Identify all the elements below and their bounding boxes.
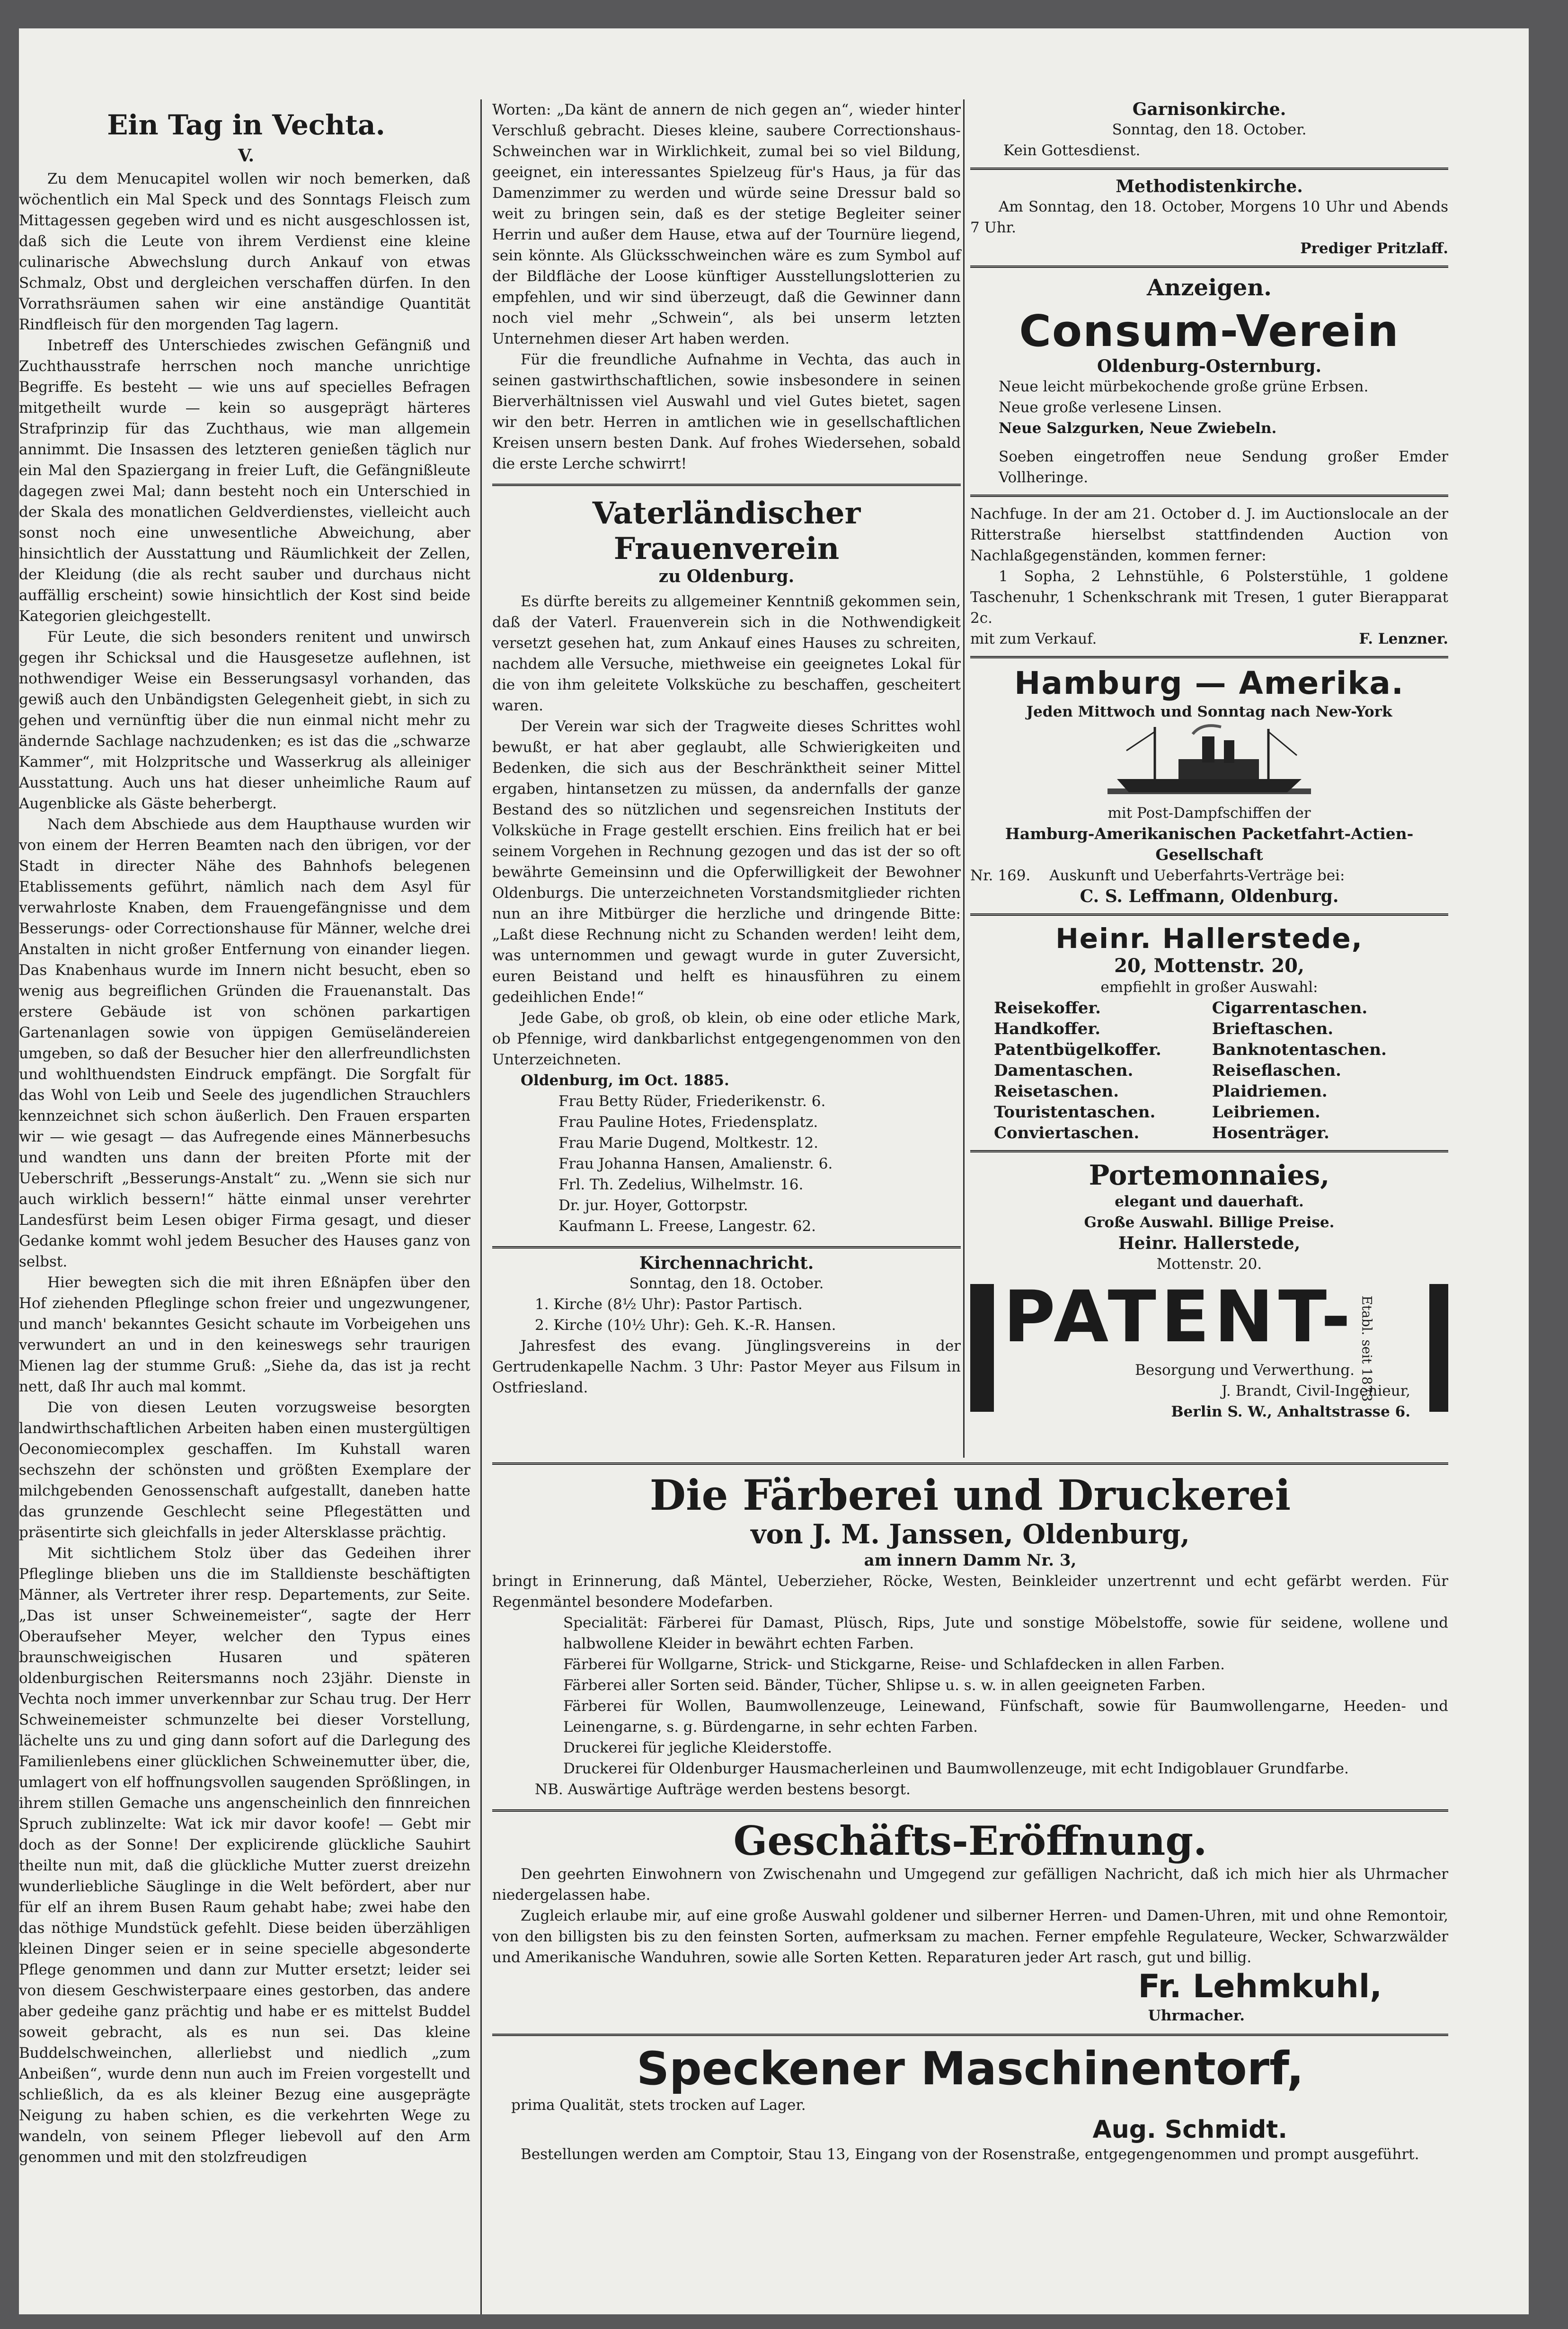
hamburg-company: Hamburg-Amerikanischen Packetfahrt-Actien-Gesellschaft xyxy=(1005,824,1414,864)
torf-order: Bestellungen werden am Comptoir, Stau 13, Eingang von der Rosenstraße, entgegengenommen und prompt ausgeführt. xyxy=(521,2146,1419,2163)
divider xyxy=(492,484,961,486)
portemonnaies-line: Große Auswahl. Billige Preise. xyxy=(1084,1214,1335,1231)
hamburg-info-line xyxy=(970,865,1448,886)
hamburg-title: Hamburg — Amerika. xyxy=(1014,665,1404,701)
hallerstede-list xyxy=(970,998,1448,1143)
article-title: Ein Tag in Vechta. xyxy=(107,109,385,141)
portemonnaies-address: Mottenstr. 20. xyxy=(1156,1256,1262,1273)
paragraph: Der Verein war sich der Tragweite dieses Schrittes wohl bewußt, er hat aber geglaubt, alle Schwierigkeiten und Bedenken, die sich aus der Beschränktheit seiner Mittel ergaben, hintansetzen zu müssen, da andernfalls der ganze Bestand des so nützlichen und segensreichen Instituts der Volksküche in Frage gestellt erschien. Eins freilich hat er bei seinem Vorgehen in Rechnung gezogen und das ist der so oft bewährte Gemeinsinn und die Opferwilligkeit der Bewohner Oldenburgs. Die unterzeichneten Vorstandsmitglieder richten nun an ihre Mitbürger die herzliche und dringende Bitte: „Laßt diese Rechnung nicht zu Schanden werden! leiht dem, was unternommen und gewagt wurde in guter Zuversicht, euren Beistand und helft es hinausführen zu einem gedeihlichen Ende!“ xyxy=(492,718,961,1006)
divider xyxy=(492,1462,1448,1465)
divider xyxy=(970,1150,1448,1152)
kirche-line: 2. Kirche (10½ Uhr): Geh. K.-R. Hansen. xyxy=(535,1317,836,1334)
hamburg-agent: C. S. Leffmann, Oldenburg. xyxy=(1080,886,1339,906)
consum-extra: Soeben eingetroffen neue Sendung großer Emder Vollheringe. xyxy=(999,448,1448,486)
member-line: Frl. Th. Zedelius, Wilhelmstr. 16. xyxy=(558,1176,804,1193)
nachfuge-signature: F. Lenzner. xyxy=(1359,630,1448,647)
geschaeft-text: Zugleich erlaube mir, auf eine große Auswahl goldener und silberner Herren- und Damen-Uhren, mit und ohne Remontoir, von den billigsten bis zu den feinsten Sorten, aufmerksam zu machen. Ferner empfehle Regulateure, Wecker, Schwarzwälder und Amerikanische Wanduhren, sowie alle Sorten Ketten. Reparaturen jeder Art rasch, gut und billig. xyxy=(492,1907,1448,1966)
list-item: Reisetaschen. xyxy=(994,1082,1119,1101)
hamburg-info: Auskunft und Ueberfahrts-Verträge bei: xyxy=(1049,867,1345,884)
divider xyxy=(970,266,1448,268)
decorative-bar xyxy=(1429,1284,1448,1412)
list-item: Banknotentaschen. xyxy=(1212,1040,1387,1059)
steamship-illustration xyxy=(1107,722,1311,803)
consum-line: Neue Salzgurken, Neue Zwiebeln. xyxy=(999,420,1277,437)
consum-line: Neue große verlesene Linsen. xyxy=(999,399,1222,416)
method-preacher: Prediger Pritzlaff. xyxy=(1300,240,1448,257)
method-title: Methodistenkirche. xyxy=(1116,177,1303,196)
kirche-title: Kirchennachricht. xyxy=(639,1253,814,1273)
nachfuge-end: mit zum Verkauf. xyxy=(970,630,1097,647)
torf-title: Speckener Maschinentorf, xyxy=(636,2042,1304,2095)
paragraph: Für die freundliche Aufnahme in Vechta, das auch in seinen gastwirthschaftlichen, sowie insbesondere in seinen Bierverhältnissen viel Auswahl und viel Gutes bietet, sagen wir den betr. Herren in amtlichen wie in gesellschaftlichen Kreisen unsern besten Dank. Auf frohes Wiedersehen, sobald die erste Lerche schwirrt! xyxy=(492,351,961,472)
method-text: Am Sonntag, den 18. October, Morgens 10 Uhr und Abends 7 Uhr. xyxy=(970,198,1448,236)
list-item: Hosenträger. xyxy=(1212,1124,1329,1142)
member-line: Frau Pauline Hotes, Friedensplatz. xyxy=(558,1114,818,1131)
decorative-bar xyxy=(970,1284,994,1412)
member-line: Frau Johanna Hansen, Amalienstr. 6. xyxy=(558,1155,833,1172)
faerberei-line: Färberei aller Sorten seid. Bänder, Tücher, Shlipse u. s. w. in allen geeigneten Farben. xyxy=(563,1677,1206,1694)
column-divider xyxy=(963,99,965,1458)
torf-line: prima Qualität, stets trocken auf Lager. xyxy=(511,2097,806,2114)
patent-line: Berlin S. W., Anhaltstrasse 6. xyxy=(1171,1403,1410,1420)
garnison-note: Kein Gottesdienst. xyxy=(1003,142,1141,159)
paragraph: Mit sichtlichem Stolz über das Gedeihen ihrer Pfleglinge blieben uns die im Stalldienste beschäftigten Männer, als Vertreter ihrer resp. Departements, zur Seite. „Das ist unser Schweinemeister“, sagte der Herr Oberaufseher Meyer, welcher den Typus eines braunschweigischen Husaren und späteren oldenburgischen Reitersmanns noch 23jähr. Dienste in Vechta noch immer unverkennbar zur Schau trug. Der Herr Schweinemeister schmunzelte bei dieser Vorstellung, lächelte uns zu und ging dann sofort auf die Darlegung des Familienlebens einer glücklichen Schweinemutter über, die, umlagert von elf hoffnungsvollen saugenden Sprößlingen, in ihrem stillen Gemache uns angenscheinlich den finnreichen Spruch zublinzelte: Wat ick mir davor koofe! — Gebt mir doch as der Sonne! Der explicirende glückliche Sauhirt theilte nun mit, daß die glückliche Mutter zuerst dreizehn wunderliebliche Säuglinge in die Welt befördert, aber nur für elf an ihrem Busen Raum gehabt habe; zwei habe den das nöthige Mundstück gefehlt. Diese beiden überzähligen kleinen Dinger seien er in seine specielle abgesonderte Pflege genommen und dann zur Mutter ersetzt; leider sei von diesem Geschwisterpaare eines gestorben, das andere aber gedeihe ganz prächtig und habe er es mittelst Buddel soweit gebracht, als es nun sei. Das kleine Buddelschweinchen, allerliebst und niedlich „zum Anbeißen“, wurde denn nun auch im Freien vorgestellt und schließlich, da es als kleiner Bezug eine ausgeprägte Neigung zu haben schien, es die verkehrten Wege zu wandeln, von seinem Pfleger liebevoll auf den Arm genommen und mit den stolzfreudigen xyxy=(19,1545,470,2166)
member-line: Frau Betty Rüder, Friederikenstr. 6. xyxy=(558,1093,826,1110)
hallerstede-subtitle: empfiehlt in großer Auswahl: xyxy=(1100,979,1318,996)
paragraph: Hier bewegten sich die mit ihren Eßnäpfen über den Hof ziehenden Pfleglinge schon freier und ungezwungener, und manch' bekanntes Gesicht schaute im Vorbeigehen uns verwundert an und in den keineswegs sehr traurigen Mienen lag der stumme Gruß: „Siehe da, das ist ja recht nett, daß Ihr auch mal kommt. xyxy=(19,1274,470,1395)
paragraph: Inbetreff des Unterschiedes zwischen Gefängniß und Zuchthausstrafe herrschen noch manche unrichtige Begriffe. Es besteht — wie uns auf specielles Befragen mitgetheilt wurde — kein so ausgeprägt härteres Strafprinzip für das Zuchthaus, wie man allgemein annimmt. Die Insassen des letzteren genießen täglich nur ein Mal den Spaziergang in freier Luft, die Gefängnißleute dagegen zwei Mal; dann besteht noch ein Unterschied in der Skala des monatlichen Geldverdienstes, vielleicht auch sonst noch eine unwesentliche Abweichung, aber hinsichtlich der Ausstattung und Räumlichkeit der Zellen, der Kleidung (die als recht sauber und durchaus nicht auffällig erscheint) sowie hinsichtlich der Kost sind beide Kategorien gleichgestellt. xyxy=(19,337,470,625)
paragraph: Für Leute, die sich besonders renitent und unwirsch gegen ihr Schicksal und die Hausgesetze auflehnen, ist nothwendiger Weise ein Besserungsasyl vorhanden, das gewiß auch den Unbändigsten Gelegenheit giebt, in sich zu gehen und vernünftig über die nun einmal nicht mehr zu ändernde Sachlage nachzudenken; es ist das die „schwarze Kammer“, mit Holzpritsche und Wasserkrug als alleiniger Ausstattung. Auch uns hat dieser unheimliche Raum auf Augenblicke als Gäste beherbergt. xyxy=(19,629,470,812)
verein-date: Oldenburg, im Oct. 1885. xyxy=(521,1072,729,1089)
faerberei-intro: bringt in Erinnerung, daß Mäntel, Ueberzieher, Röcke, Westen, Beinkleider unzertrennt und echt gefärbt werden. Für Regenmäntel besondere Modefarben. xyxy=(492,1573,1448,1611)
section-number: V. xyxy=(238,146,255,166)
paragraph: Worten: „Da känt de annern de nich gegen an“, wieder hinter Verschluß gebracht. Dieses kleine, saubere Correctionshaus-Schweinchen war in Wirklichkeit, zumal bei so viel Bildung, geeignet, ein interessantes Spielzeug für's Haus, ja für das Damenzimmer zu werden und würde seine Dressur bald so weit zu bringen sein, daß es der stetige Begleiter seiner Herrin und außer dem Hause, etwa auf der Tournüre liegend, sein könnte. Als Glücksschweinchen wäre es zum Symbol auf der Bildfläche der Loose künftiger Ausstellungslotterien zu empfehlen, und wir sind überzeugt, daß die Gewinner dann noch viel mehr „Schwein“, als bei unserm letzten Unternehmen dieser Art haben werden. xyxy=(492,101,961,347)
patent-line: J. Brandt, Civil-Ingenieur, xyxy=(1221,1382,1410,1399)
consum-subtitle: Oldenburg-Osternburg. xyxy=(1097,356,1322,376)
divider xyxy=(970,913,1448,916)
geschaeft-role: Uhrmacher. xyxy=(1148,2007,1245,2024)
list-item: Handkoffer. xyxy=(994,1019,1101,1038)
kirche-note: Jahresfest des evang. Jünglingsvereins in der Gertrudenkapelle Nachm. 3 Uhr: Pastor Meyer aus Filsum in Ostfriesland. xyxy=(492,1337,961,1396)
divider xyxy=(492,1246,961,1249)
patent-word: PATENT- xyxy=(1003,1276,1355,1358)
paragraph: Jede Gabe, ob groß, ob klein, ob eine oder etliche Mark, ob Pfennige, wird dankbarlichst entgegengenommen von den Unterzeichneten. xyxy=(492,1010,961,1068)
list-item: Touristentaschen. xyxy=(994,1103,1156,1122)
anzeigen-heading: Anzeigen. xyxy=(1147,275,1272,301)
newspaper-page xyxy=(19,28,1529,2314)
faerberei-line: Färberei für Wollgarne, Strick- und Stickgarne, Reise- und Schlafdecken in allen Farben. xyxy=(563,1656,1225,1673)
faerberei-title: Die Färberei und Druckerei xyxy=(649,1470,1291,1520)
faerberei-line: Druckerei für Oldenburger Hausmacherleinen und Baumwollenzeuge, mit echt Indigoblauer Grundfarbe. xyxy=(563,1760,1349,1777)
hamburg-number: Nr. 169. xyxy=(970,867,1031,884)
kirche-line: 1. Kirche (8½ Uhr): Pastor Partisch. xyxy=(535,1296,803,1313)
list-item: Reiseflaschen. xyxy=(1212,1061,1341,1080)
list-item: Damentaschen. xyxy=(994,1061,1134,1080)
divider xyxy=(492,1809,1448,1812)
kirche-date: Sonntag, den 18. October. xyxy=(629,1275,824,1292)
divider xyxy=(970,495,1448,497)
faerberei-line: Druckerei für jegliche Kleiderstoffe. xyxy=(563,1739,832,1756)
member-line: Frau Marie Dugend, Moltkestr. 12. xyxy=(558,1134,819,1151)
consum-line: Neue leicht mürbekochende große grüne Erbsen. xyxy=(999,378,1369,395)
divider xyxy=(970,656,1448,658)
patent-ad xyxy=(970,1276,1448,1421)
geschaeft-text: Den geehrten Einwohnern von Zwischenahn und Umgegend zur gefälligen Nachricht, daß ich mich hier als Uhrmacher niedergelassen habe. xyxy=(492,1866,1448,1904)
torf-name: Aug. Schmidt. xyxy=(1092,2116,1287,2144)
list-item: Leibriemen. xyxy=(1212,1103,1320,1122)
list-item: Conviertaschen. xyxy=(994,1124,1140,1142)
nachfuge-items: 1 Sopha, 2 Lehnstühle, 6 Polsterstühle, 1 goldene Taschenuhr, 1 Schenkschrank mit Tresen, 1 guter Bierapparat 2c. xyxy=(970,568,1448,627)
portemonnaies-subtitle: elegant und dauerhaft. xyxy=(1115,1193,1304,1210)
paragraph: Nach dem Abschiede aus dem Haupthause wurden wir von einem der Herren Beamten nach den übrigen, vor der Stadt in directer Nähe des Bahnhofs belegenen Etablissements geführt, nämlich nach dem Asyl für verwahrloste Knaben, dem Frauengefängnisse und dem Besserungs- oder Correctionshause für Männer, welche drei Anstalten in nicht großer Entfernung von einander liegen. Das Knabenhaus wurde im Innern nicht besucht, eben so wenig aus begreiflichen Gründen die Frauenanstalt. Das erstere Gebäude ist von schönen parkartigen Gartenanlagen sowie von üppigen Gemüseländereien umgeben, so daß der Besucher hier den allerfreundlichsten und wohlthuendsten Eindruck empfängt. Die Sorgfalt für das Wohl von Leib und Seele des jugendlichen Strauchlers kennzeichnet sich schon äußerlich. Den Frauen ersparten wir — wie gesagt — das Aufregende eines Männerbesuchs und wandten uns dann der breiten Pforte mit der Ueberschrift „Besserungs-Anstalt“ zu. „Wenn sie sich nur auch wirklich bessern!“ hätte einmal unser verehrter Landesfürst beim Lesen obiger Firma gesagt, und dieser Gedanke kommt wohl jedem Besucher des Hauses ganz von selbst. xyxy=(19,816,470,1270)
faerberei-ad xyxy=(492,1462,1448,2165)
hallerstede-title: Heinr. Hallerstede, xyxy=(1055,922,1363,955)
consum-title: Consum-Verein xyxy=(1019,306,1400,356)
hallerstede-address: 20, Mottenstr. 20, xyxy=(1114,955,1304,977)
paragraph: Die von diesen Leuten vorzugsweise besorgten landwirthschaftlichen Arbeiten haben einen mustergültigen Oeconomiecomplex geschaffen. Im Kuhstall waren sechszehn der schönsten und größten Exemplare der milchgebenden Genossenschaft aufgestallt, daneben hatte das grunzende Geschlecht seine Pflegestätten und präsentirte sich gleichfalls in jeder Altersklasse prächtig. xyxy=(19,1399,470,1541)
faerberei-line: Färberei für Wollen, Baumwollenzeuge, Leinewand, Fünfschaft, sowie für Baumwollengarne, Heeden- und Leinengarne, s. g. Bürdengarne, in sehr echten Farben. xyxy=(563,1698,1448,1736)
faerberei-line: Specialität: Färberei für Damast, Plüsch, Rips, Jute und sonstige Möbelstoffe, sowie für seidene, wollene und halbwollene Kleider in bewährt echten Farben. xyxy=(563,1614,1448,1652)
garnison-date: Sonntag, den 18. October. xyxy=(1112,121,1307,138)
hamburg-subtitle: Jeden Mittwoch und Sonntag nach New-York xyxy=(1026,703,1392,720)
divider xyxy=(970,168,1448,170)
divider xyxy=(492,2034,1448,2036)
list-item: Patentbügelkoffer. xyxy=(994,1040,1161,1059)
portemonnaies-title: Portemonnaies, xyxy=(1089,1159,1330,1191)
verein-subtitle: zu Oldenburg. xyxy=(658,567,795,586)
member-line: Dr. jur. Hoyer, Gottorpstr. xyxy=(558,1197,748,1214)
ads-column xyxy=(970,99,1448,1421)
list-item: Brieftaschen. xyxy=(1212,1019,1334,1038)
paragraph: Es dürfte bereits zu allgemeiner Kenntniß gekommen sein, daß der Vaterl. Frauenverein sich in die Nothwendigkeit versetzt gesehen hat, zum Ankauf eines Hauses zu schreiten, nachdem alle Versuche, miethweise ein geeignetes Lokal für die von ihm geleitete Volksküche zu beschaffen, gescheitert waren. xyxy=(492,593,961,714)
middle-column xyxy=(492,99,961,1398)
verein-title: Vaterländischer Frauenverein xyxy=(592,496,861,567)
column-divider xyxy=(480,99,482,2314)
nachfuge-text: Nachfuge. In der am 21. October d. J. im Auctionslocale an der Ritterstraße hierselbst stattfindenden Auction von Nachlaßgegenständen, kommen ferner: xyxy=(970,505,1448,564)
patent-line: Besorgung und Verwerthung. xyxy=(1134,1362,1355,1379)
portemonnaies-name: Heinr. Hallerstede, xyxy=(1118,1233,1301,1253)
geschaeft-name: Fr. Lehmkuhl, xyxy=(1138,1968,1382,2005)
member-line: Kaufmann L. Freese, Langestr. 62. xyxy=(558,1218,816,1235)
article-column xyxy=(19,28,473,2168)
faerberei-subtitle: von J. M. Janssen, Oldenburg, xyxy=(751,1519,1190,1550)
paragraph: Zu dem Menucapitel wollen wir noch bemerken, daß wöchentlich ein Mal Speck und des Sonntags Fleisch zum Mittagessen gegeben wird und es nicht ausgeschlossen ist, daß sich die Leute von ihrem Verdienst eine kleine culinarische Abwechslung durch Ankauf von etwas Schmalz, Obst und dergleichen verschaffen dürfen. In den Vorrathsräumen sahen wir eine anständige Quantität Rindfleisch für den morgenden Tag lagern. xyxy=(19,170,470,333)
garnison-title: Garnisonkirche. xyxy=(1132,99,1286,119)
hamburg-with: mit Post-Dampfschiffen der xyxy=(1107,805,1311,822)
faerberei-nb: NB. Auswärtige Aufträge werden bestens besorgt. xyxy=(535,1781,911,1798)
list-item: Cigarrentaschen. xyxy=(1212,999,1368,1018)
patent-side-note: Etabl. seit 1873 xyxy=(1359,1295,1375,1402)
faerberei-address: am innern Damm Nr. 3, xyxy=(864,1551,1077,1570)
list-item: Reisekoffer. xyxy=(994,999,1101,1018)
geschaeft-title: Geschäfts-Eröffnung. xyxy=(733,1817,1207,1864)
list-item: Plaidriemen. xyxy=(1212,1082,1328,1101)
